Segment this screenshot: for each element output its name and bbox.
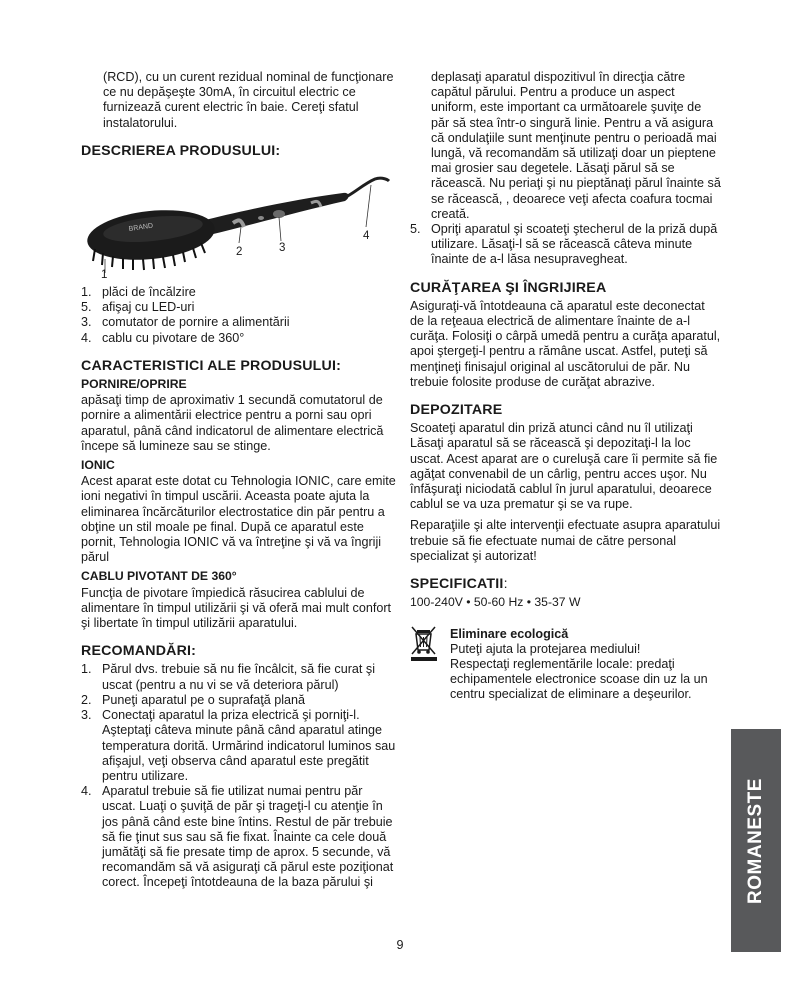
product-figure xyxy=(81,163,399,282)
language-side-tab xyxy=(731,729,781,952)
parts-list xyxy=(81,285,399,346)
eco-disposal-block xyxy=(410,627,722,703)
eco-line-1: Puteţi ajuta la protejarea mediului! xyxy=(450,641,641,656)
storage-text: Scoateţi aparatul din priză atunci când nu îl utilizaţi Lăsaţi aparatul să se răcească şi depozitaţi-l la loc uscat. Acest aparat are o cureluşă care îi permite să fie agăţat convenabil de un cârlig, pentru acces uşor. Nu înfăşuraţi niciodată cablul în jurul aparatului, deoarece cablul se va uza prematur şi se va rupe. xyxy=(410,421,718,512)
page-number: 9 xyxy=(396,938,404,952)
recommendations-continued-list xyxy=(410,70,722,268)
list-item: 4. Aparatul trebuie să fie utilizat numai pentru păr uscat. Luaţi o şuviţă de păr şi trageţi-l cu atenţie în jos până când este bine întins. Restul de păr trebuie să fie ţinut sus sau să fie fixat. Înainte ca cele două jumătăţi să fie presate timp de aprox. 5 secunde, vă recomandăm să vă asiguraţi că părul este poziţionat corect. Începeţi întotdeauna de la baza părului şi xyxy=(81,784,394,890)
list-item: 1. Părul dvs. trebuie să nu fie încâlcit, să fie curat şi uscat (pentru a nu vi se vă deteriora părul) xyxy=(81,662,375,692)
list-item: 5. afişaj cu LED-uri xyxy=(81,300,195,315)
svg-text:BRAND: BRAND xyxy=(128,222,154,233)
callout-2: 2 xyxy=(236,246,243,259)
list-item: 3. Conectaţi aparatul la priza electrică şi porniţi-l. Aşteptaţi câteva minute până când aparatul atinge temperatura dorită. Urmărind indicatorul luminos sau afişajul, veţi observa când aparatul este pregătit pentru utilizare. xyxy=(81,708,396,783)
crossed-bin-icon xyxy=(410,625,438,661)
recommendations-list xyxy=(81,662,399,890)
callout-4: 4 xyxy=(363,230,370,243)
cleaning-text: Asiguraţi-vă întotdeauna că aparatul este deconectat de la reţeaua electrică de alimentare înainte de a-l curăţa. Folosiţi o cârpă umedă pentru a curăţa aparatul, apoi ştergeţi-l pentru a rămâne uscat. Astfel, puteţi să menţineţi finisajul original al uscătorului de păr. Nu trebuie folosite produse de curăţat abrazive. xyxy=(410,298,721,389)
feature-title-ionic: IONIC xyxy=(81,458,115,473)
list-item: 3. comutator de pornire a alimentării xyxy=(81,315,290,330)
description-heading: DESCRIEREA PRODUSULUI: xyxy=(81,142,281,159)
specs-value: 100-240V • 50-60 Hz • 35-37 W xyxy=(410,595,581,610)
feature-title-cord: CABLU PIVOTANT DE 360° xyxy=(81,569,237,584)
left-column xyxy=(81,70,399,891)
intro-paragraph: (RCD), cu un curent rezidual nominal de funcţionare ce nu depăşeşte 30mA, în circuitul electric ce furnizează curent electric în baie. Cereţi sfatul instalatorului. xyxy=(103,70,394,130)
feature-title-power: PORNIRE/OPRIRE xyxy=(81,377,187,392)
callout-1: 1 xyxy=(101,269,108,282)
cleaning-heading: CURĂŢAREA ŞI ÎNGRIJIREA xyxy=(410,279,607,296)
specs-heading: SPECIFICATII: xyxy=(410,576,508,593)
feature-text-power: apăsaţi timp de aproximativ 1 secundă comutatorul de pornire a alimentării electrice pentru a porni sau opri aparatul, până când indicatorul de alimentare electrică începe să lumineze sau se stinge. xyxy=(81,393,384,453)
feature-text-cord: Funcţia de pivotare împiedică răsucirea cablului de alimentare în timpul utilizării şi vă oferă mai mult confort şi libertate în timpul utilizării aparatului. xyxy=(81,585,392,631)
eco-line-2: Respectaţi reglementările locale: predaţi echipamentele electronice scoase din uz la un centru specializat de eliminare a deşeurilor. xyxy=(450,656,708,702)
list-item: 1. plăci de încălzire xyxy=(81,285,196,300)
list-item: 5. Opriţi aparatul şi scoateţi ştecherul de la priză după utilizare. Lăsaţi-l să se răcească câteva minute înainte de a-l lăsa nesupravegheat. xyxy=(410,222,718,267)
list-item: deplasaţi aparatul dispozitivul în direcţia către capătul părului. Pentru a produce un aspect uniform, este important ca următoarele şuviţe de păr să stea într-o singură linie. Pentru a vă asigura că ondulaţiile sunt menţinute pentru o perioadă mai lungă, vă recomandăm să utilizaţi doar un pieptene mai grosier sau degetele. Lăsaţi părul să se răcească. Nu periaţi şi nu pieptănaţi părul înainte să se răcească, , deoarece veţi afecta coafura tocmai creată. xyxy=(431,70,721,221)
right-column xyxy=(410,70,722,703)
features-heading: CARACTERISTICI ALE PRODUSULUI: xyxy=(81,357,342,374)
list-item: 4. cablu cu pivotare de 360° xyxy=(81,330,245,345)
recommendations-heading: RECOMANDĂRI: xyxy=(81,643,197,660)
repairs-text: Reparaţiile şi alte intervenţii efectuate asupra aparatului trebuie să fie efectuate numai de către personal specializat şi autorizat! xyxy=(410,518,721,563)
feature-text-ionic: Acest aparat este dotat cu Tehnologia IONIC, care emite ioni negativi în timpul uscării. Aceasta poate ajuta la eliminarea încărcăturilor electrostatice din păr pentru a obţine un stil moale pe final. După ce aparatul este pornit, Tehnologia IONIC vă va întreţine şi vă va îngriji părul xyxy=(81,474,396,565)
side-tab-label: ROMANESTE xyxy=(745,777,766,904)
eco-title: Eliminare ecologică xyxy=(450,626,569,641)
list-item: 2. Puneţi aparatul pe o suprafaţă plană xyxy=(81,692,306,707)
storage-heading: DEPOZITARE xyxy=(410,402,503,419)
callout-3: 3 xyxy=(279,242,286,255)
